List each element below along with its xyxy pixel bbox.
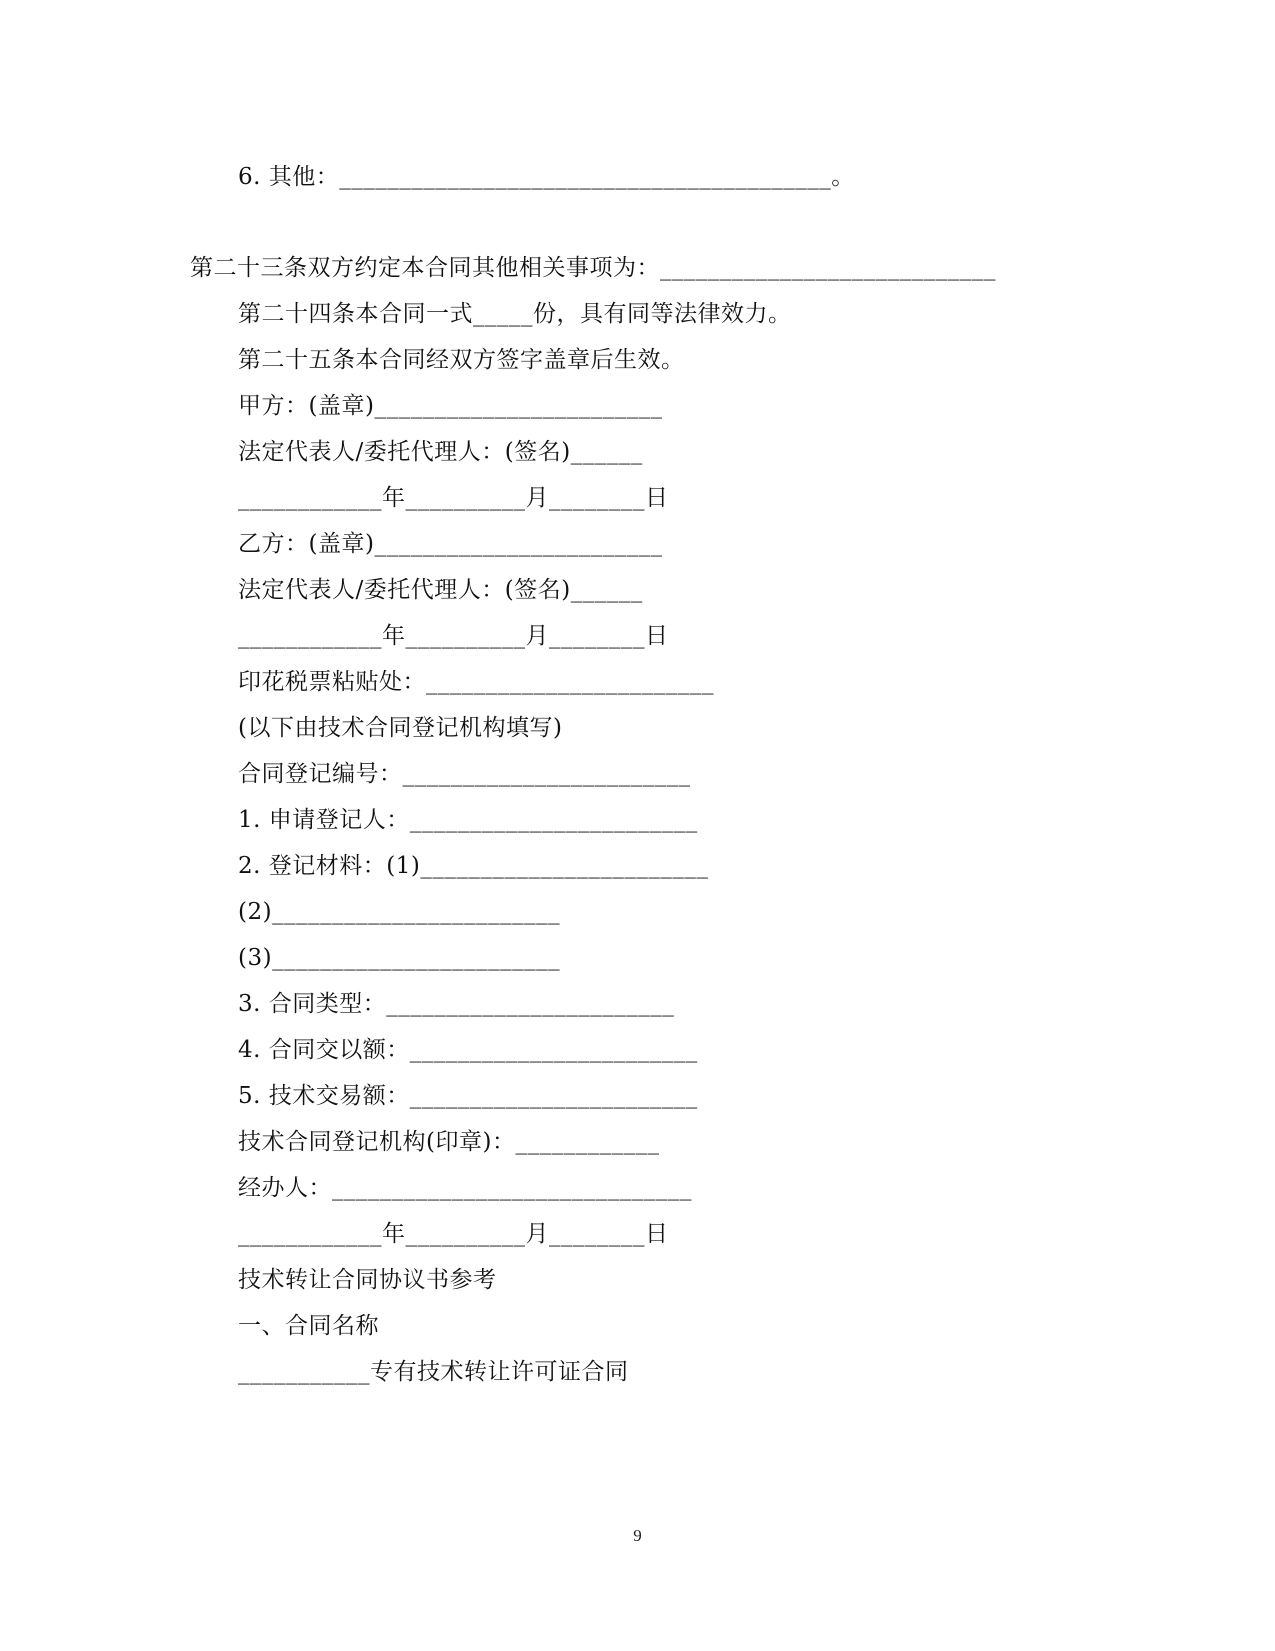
clause-25-effective: 第二十五条本合同经双方签字盖章后生效。 bbox=[238, 347, 685, 373]
page-number: 9 bbox=[633, 1526, 642, 1545]
clause-23-other-matters: 第二十三条双方约定本合同其他相关事项为：____________________________ bbox=[190, 255, 996, 281]
stamp-tax-area: 印花税票粘贴处：________________________ bbox=[238, 669, 714, 695]
registration-date: ____________年__________月________日 bbox=[238, 1221, 669, 1247]
registration-materials-3: (3)________________________ bbox=[238, 945, 561, 971]
registration-applicant: 1. 申请登记人：________________________ bbox=[238, 807, 698, 833]
registration-number: 合同登记编号：________________________ bbox=[238, 761, 691, 787]
technology-trade-amount: 5. 技术交易额：________________________ bbox=[238, 1083, 698, 1109]
registration-materials-1: 2. 登记材料：(1)________________________ bbox=[238, 853, 709, 879]
contract-amount: 4. 合同交以额：________________________ bbox=[238, 1037, 698, 1063]
party-b-seal: 乙方：(盖章)________________________ bbox=[238, 531, 663, 557]
contract-type: 3. 合同类型：________________________ bbox=[238, 991, 675, 1017]
party-b-date: ____________年__________月________日 bbox=[238, 623, 669, 649]
registration-agency-seal: 技术合同登记机构(印章)：____________ bbox=[238, 1129, 660, 1155]
section-contract-name: 一、合同名称 bbox=[238, 1313, 379, 1339]
party-a-date: ____________年__________月________日 bbox=[238, 485, 669, 511]
registration-note: (以下由技术合同登记机构填写) bbox=[238, 715, 563, 741]
party-a-representative: 法定代表人/委托代理人：(签名)______ bbox=[238, 439, 643, 465]
clause-24-copies: 第二十四条本合同一式_____份，具有同等法律效力。 bbox=[238, 301, 792, 327]
contract-name-value: ___________专有技术转让许可证合同 bbox=[238, 1359, 629, 1385]
clause-other-item: 6. 其他：_________________________________________。 bbox=[238, 164, 855, 190]
handler: 经办人：______________________________ bbox=[238, 1175, 692, 1201]
reference-title: 技术转让合同协议书参考 bbox=[238, 1267, 497, 1293]
party-b-representative: 法定代表人/委托代理人：(签名)______ bbox=[238, 577, 643, 603]
registration-materials-2: (2)________________________ bbox=[238, 899, 561, 925]
party-a-seal: 甲方：(盖章)________________________ bbox=[238, 393, 663, 419]
